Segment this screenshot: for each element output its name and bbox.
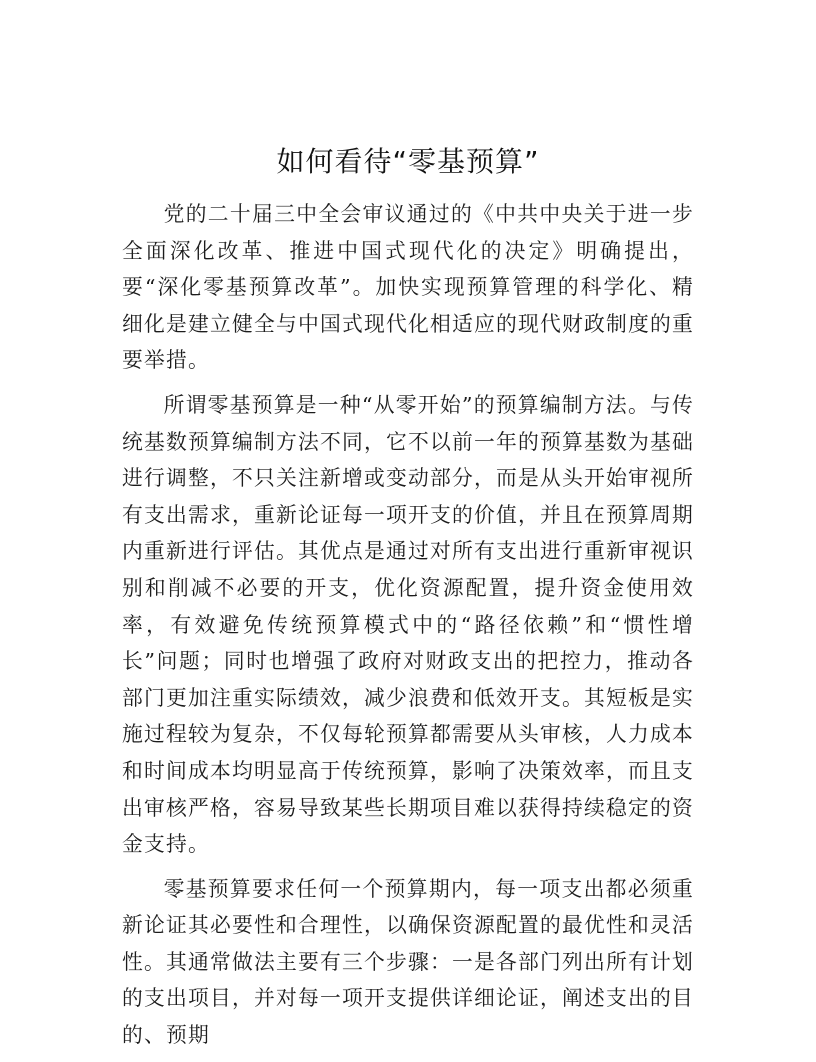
document-title: 如何看待“零基预算” — [276, 145, 540, 178]
paragraph-3: 零基预算要求任何一个预算期内，每一项支出都必须重新论证其必要性和合理性，以确保资源配置的最优性和灵活性。其通常做法主要有三个步骤：一是各部门列出所有计划的支出项目，并对每一项开支提供详细论证，阐述支出的目的、预期 — [122, 876, 694, 1048]
document-body — [122, 196, 694, 1062]
paragraph-2: 所谓零基预算是一种“从零开始”的预算编制方法。与传统基数预算编制方法不同，它不以前一年的预算基数为基础进行调整，不只关注新增或变动部分，而是从头开始审视所有支出需求，重新论证每一项开支的价值，并且在预算周期内重新进行评估。其优点是通过对所有支出进行重新审视识别和削减不必要的开支，优化资源配置，提升资金使用效率，有效避免传统预算模式中的“路径依赖”和“惯性增长”问题；同时也增强了政府对财政支出的把控力，推动各部门更加注重实际绩效，减少浪费和低效开支。其短板是实施过程较为复杂，不仅每轮预算都需要从头审核，人力成本和时间成本均明显高于传统预算，影响了决策效率，而且支出审核严格，容易导致某些长期项目难以获得持续稳定的资金支持。 — [122, 392, 694, 857]
paragraph-1: 党的二十届三中全会审议通过的《中共中央关于进一步全面深化改革、推进中国式现代化的决定》明确提出，要“深化零基预算改革”。加快实现预算管理的科学化、精细化是建立健全与中国式现代化相适应的现代财政制度的重要举措。 — [122, 202, 694, 373]
document-page — [122, 0, 694, 1056]
